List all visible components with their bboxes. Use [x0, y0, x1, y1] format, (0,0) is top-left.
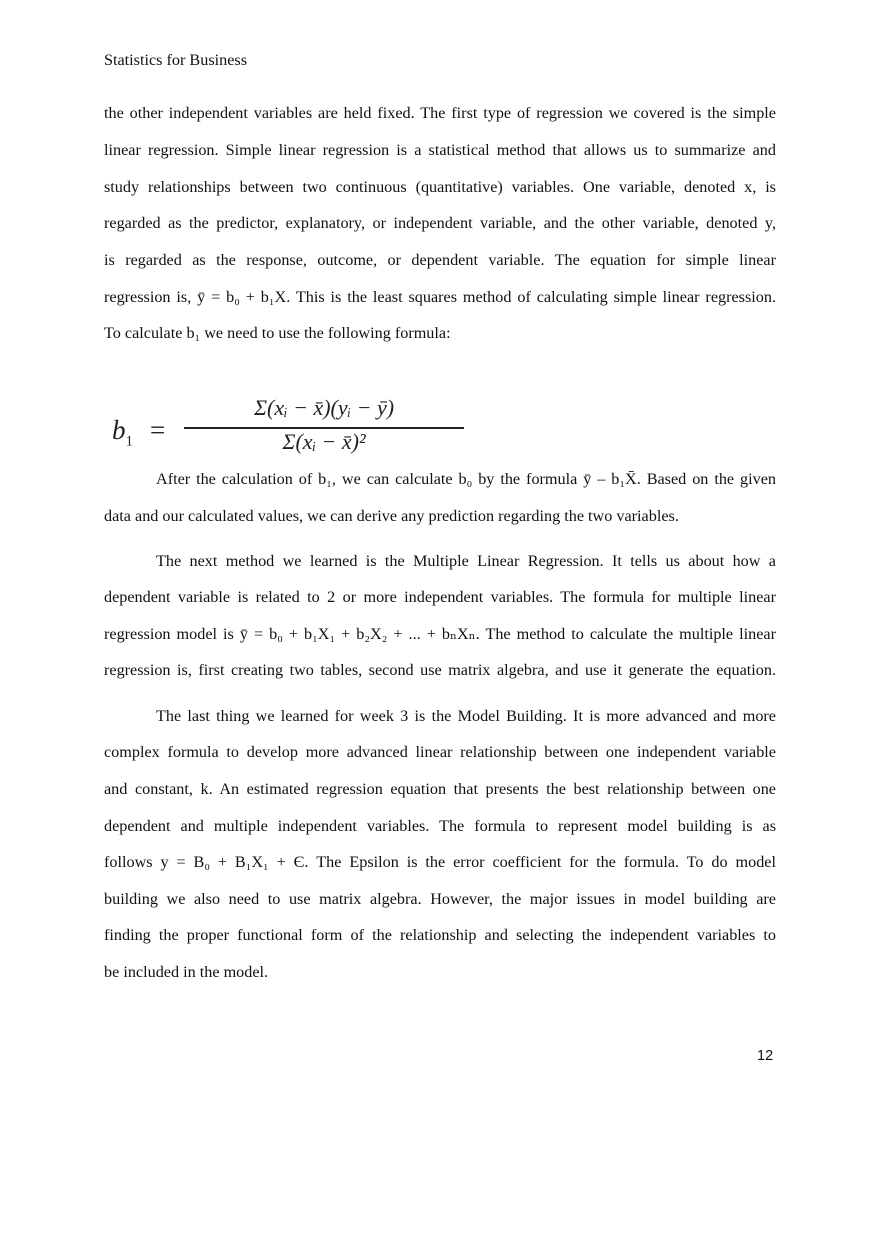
text-line: follows y = B₀ + B₁X₁ + Є. The Epsilon is the error coefficient for the formula. To do model	[104, 853, 776, 871]
formula-lhs-subscript: 1	[125, 433, 133, 450]
text-line: regression is, first creating two tables, second use matrix algebra, and use it generate the equation.	[104, 661, 776, 679]
text-line: complex formula to develop more advanced linear relationship between one independent variable	[104, 743, 776, 761]
running-header: Statistics for Business	[104, 51, 247, 69]
text-line: is regarded as the response, outcome, or dependent variable. The equation for simple linear	[104, 251, 776, 269]
formula-equals: =	[150, 415, 166, 445]
text-line: linear regression. Simple linear regression is a statistical method that allows us to summarize and	[104, 141, 776, 159]
text-line: be included in the model.	[104, 963, 269, 981]
text-line: dependent variable is related to 2 or more independent variables. The formula for multiple linear	[104, 588, 776, 606]
text-line: building we also need to use matrix algebra. However, the major issues in model building are	[104, 890, 776, 908]
text-line: The next method we learned is the Multiple Linear Regression. It tells us about how a	[156, 552, 776, 570]
text-line: and constant, k. An estimated regression equation that presents the best relationship between one	[104, 780, 776, 798]
text-line: regression model is ȳ = b₀ + b₁X₁ + b₂X₂ + ... + bₙXₙ. The method to calculate the multiple linear	[104, 625, 776, 643]
formula-lhs	[112, 415, 133, 450]
formula-lhs-symbol: b	[112, 415, 126, 445]
text-line: regarded as the predictor, explanatory, or independent variable, and the other variable, denoted y,	[104, 214, 776, 232]
formula-denominator: Σ(xᵢ − x̄)²	[282, 429, 366, 454]
text-line: study relationships between two continuous (quantitative) variables. One variable, denoted x, is	[104, 178, 776, 196]
text-line: To calculate b₁ we need to use the following formula:	[104, 324, 451, 342]
text-line: dependent and multiple independent variables. The formula to represent model building is as	[104, 817, 776, 835]
text-line: The last thing we learned for week 3 is the Model Building. It is more advanced and more	[156, 707, 776, 725]
text-line: regression is, ȳ = b₀ + b₁X. This is the least squares method of calculating simple linear regression.	[104, 288, 776, 306]
text-line: finding the proper functional form of the relationship and selecting the independent variables to	[104, 926, 776, 944]
text-line: the other independent variables are held fixed. The first type of regression we covered is the simple	[104, 104, 776, 122]
page-number: 12	[757, 1048, 774, 1064]
text-line: After the calculation of b₁, we can calculate b₀ by the formula ȳ – b₁X̄. Based on the given	[156, 470, 776, 488]
text-line: data and our calculated values, we can derive any prediction regarding the two variables.	[104, 507, 679, 525]
formula-numerator: Σ(xᵢ − x̄)(yᵢ − ȳ)	[253, 395, 395, 420]
